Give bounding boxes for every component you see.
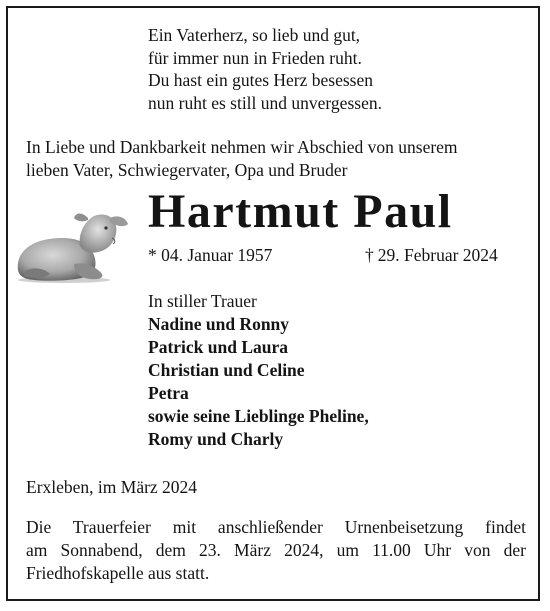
birth-date: * 04. Januar 1957	[148, 245, 273, 265]
poem-line: nun ruht es still und unvergessen.	[148, 92, 382, 113]
mourner-item: Romy und Charly	[148, 429, 284, 449]
cross-icon: †	[365, 245, 374, 265]
mourner-item: Christian und Celine	[148, 360, 305, 380]
ceremony-line: Die Trauerfeier mit anschließender Urnenbeisetzung findet	[26, 517, 526, 537]
poem-line: Du hast ein gutes Herz besessen	[148, 70, 374, 90]
deceased-name: Hartmut Paul	[148, 185, 453, 238]
obituary-frame	[6, 6, 540, 601]
intro-line: In Liebe und Dankbarkeit nehmen wir Abschied von unserem	[26, 137, 458, 157]
mourners-list	[148, 290, 369, 451]
mourning-label: In stiller Trauer	[148, 291, 257, 311]
mourner-item: sowie seine Lieblinge Pheline,	[148, 406, 369, 426]
place-date: Erxleben, im März 2024	[26, 477, 198, 497]
poem	[148, 24, 382, 114]
ceremony-text	[26, 516, 526, 585]
lamb-figurine-icon	[14, 204, 132, 284]
ceremony-line: am Sonnabend, dem 23. März 2024, um 11.00 Uhr von der	[26, 540, 526, 560]
mourner-item: Petra	[148, 383, 189, 403]
mourner-item: Nadine und Ronny	[148, 314, 290, 334]
poem-line: Ein Vaterherz, so lieb und gut,	[148, 25, 361, 45]
death-date: 29. Februar 2024	[377, 245, 498, 265]
intro-text	[26, 136, 526, 182]
intro-line: lieben Vater, Schwiegervater, Opa und Bruder	[26, 160, 348, 180]
death-date-group	[365, 244, 498, 266]
mourner-item: Patrick und Laura	[148, 337, 289, 357]
poem-line: für immer nun in Frieden ruht.	[148, 47, 362, 68]
ceremony-line: Friedhofskapelle aus statt.	[26, 563, 210, 583]
